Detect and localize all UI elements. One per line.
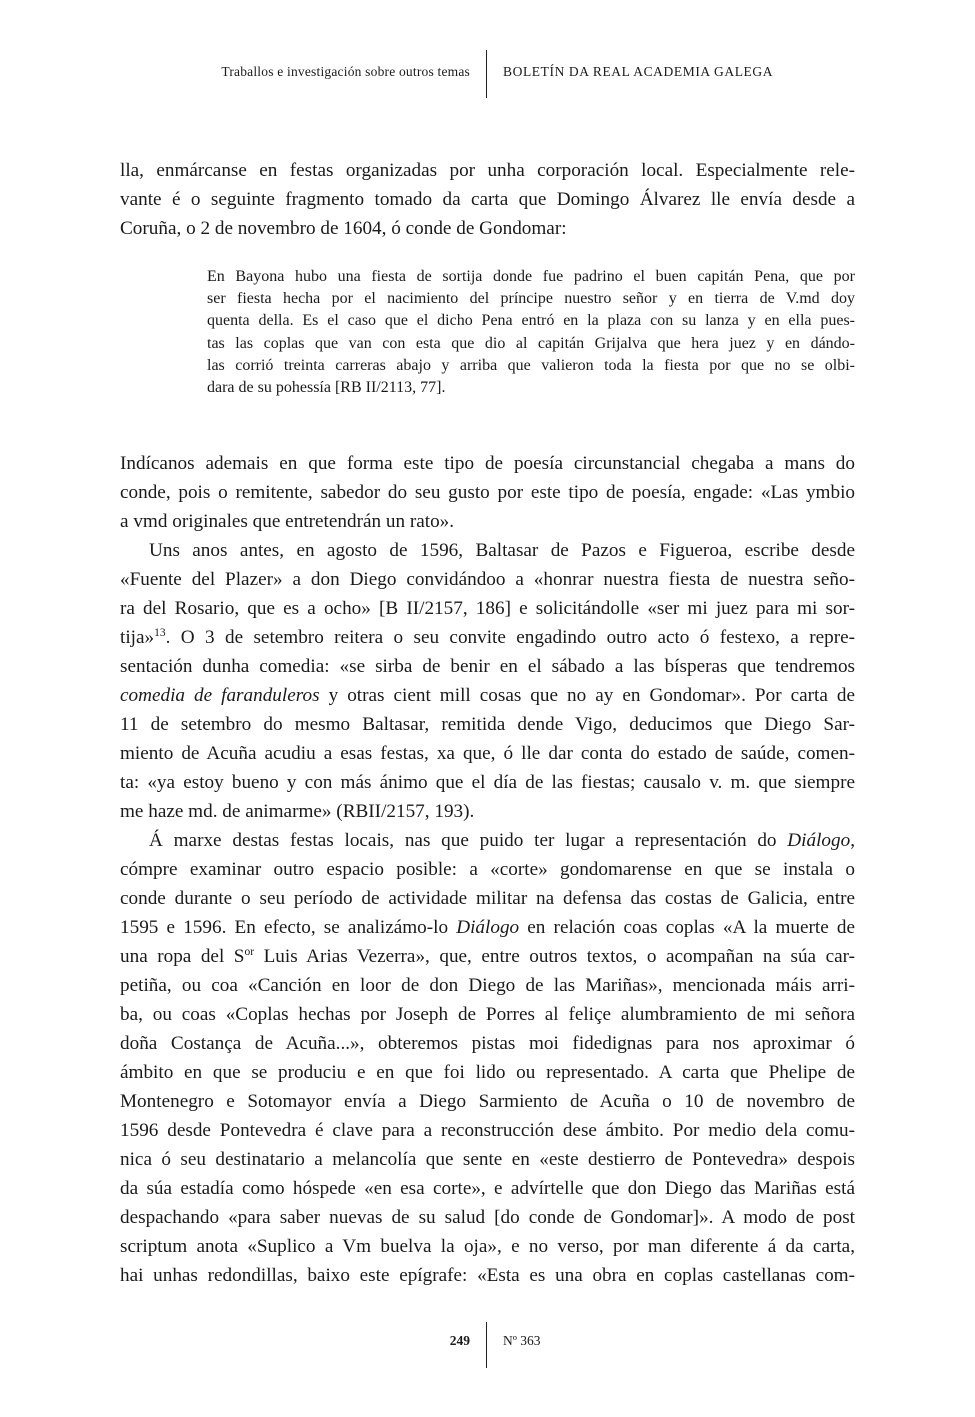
- header-journal-title: BOLETÍN DA REAL ACADEMIA GALEGA: [503, 64, 774, 79]
- text-run: cómpre examinar outro espacio posible: a «corte» gondomarense en que se instala o: [120, 859, 855, 880]
- text-line: [120, 1261, 855, 1290]
- text-run: ta: «ya estoy bueno y con más ánimo que el día de las fiestas; causalo v. m. que siempre: [120, 772, 855, 793]
- text-line: [120, 1087, 855, 1116]
- text-line: [120, 623, 855, 652]
- text-run: las corrió treinta carreras abajo y arriba que valieron toda la fiesta por que no se olbi-: [207, 356, 855, 374]
- superscript: or: [244, 946, 255, 959]
- text-run: petiña, ou coa «Canción en loor de don Diego de las Mariñas», mencionada máis arri-: [120, 975, 855, 996]
- text-run: hai unhas redondillas, baixo este epígrafe: «Esta es una obra en coplas castellanas com-: [120, 1265, 855, 1286]
- text-run: 1595 e 1596. En efecto, se analizámo-lo: [120, 917, 457, 938]
- text-run: ra del Rosario, que es a ocho» [B II/2157, 186] e solicitándolle «ser mi juez para mi sor-: [120, 598, 855, 619]
- text-run: ,: [850, 830, 855, 851]
- text-run: . O 3 de setembro reitera o seu convite engadindo outro acto ó festexo, a repre-: [165, 627, 855, 648]
- text-line: [120, 652, 855, 681]
- text-run: una ropa del S: [120, 946, 245, 967]
- italic-text: Diálogo: [787, 830, 851, 851]
- block-quote: [207, 266, 855, 399]
- text-run: en relación coas coplas «A la muerte de: [519, 917, 855, 938]
- text-line: [120, 942, 855, 971]
- text-line: [207, 333, 855, 355]
- text-line: [120, 507, 855, 536]
- text-line: [120, 1174, 855, 1203]
- text-run: me haze md. de animarme» (RBII/2157, 193).: [120, 801, 475, 822]
- page-number: 249: [449, 1333, 470, 1348]
- text-run: 1596 desde Pontevedra é clave para a reconstrucción dese ámbito. Por medio dela comu-: [120, 1120, 855, 1141]
- text-run: Coruña, o 2 de novembro de 1604, ó conde de Gondomar:: [120, 218, 567, 239]
- text-run: a vmd originales que entretendrán un rato».: [120, 511, 455, 532]
- body-text-main: [120, 449, 855, 1290]
- text-run: conde durante o seu período de actividade militar na defensa das costas de Galicia, entre: [120, 888, 855, 909]
- text-line: [120, 536, 855, 565]
- text-line: [207, 288, 855, 310]
- text-run: conde, pois o remitente, sabedor do seu gusto por este tipo de poesía, engade: «Las ymbio: [120, 482, 855, 503]
- text-line: [120, 1000, 855, 1029]
- text-line: [120, 214, 855, 243]
- text-run: sentación dunha comedia: «se sirba de benir en el sábado a las bísperas que tendremos: [120, 656, 855, 677]
- text-run: ámbito en que se produciu e en que foi lido ou representado. A carta que Phelipe de: [120, 1062, 855, 1083]
- text-line: [120, 1116, 855, 1145]
- text-line: [120, 855, 855, 884]
- text-run: 11 de setembro do mesmo Baltasar, remitida dende Vigo, deducimos que Diego Sar-: [120, 714, 855, 735]
- superscript: 13: [154, 627, 166, 640]
- text-line: [120, 185, 855, 214]
- text-line: [120, 739, 855, 768]
- text-run: Montenegro e Sotomayor envía a Diego Sarmiento de Acuña o 10 de novembro de: [120, 1091, 855, 1112]
- text-run: miento de Acuña acudiu a esas festas, xa que, ó lle dar conta do estado de saúde, comen-: [120, 743, 855, 764]
- italic-text: comedia de faranduleros: [120, 685, 320, 706]
- text-run: nica ó seu destinatario a melancolía que sente en «este destierro de Pontevedra» despois: [120, 1149, 855, 1170]
- text-line: [120, 681, 855, 710]
- text-run: quenta della. Es el caso que el dicho Pena entró en la plaza con su lanza y en ella pues-: [207, 312, 855, 330]
- text-run: tas las coplas que van con esta que dio al capitán Grijalva que hera juez y en dándo-: [207, 334, 855, 352]
- text-run: tija»: [120, 627, 155, 648]
- text-run: ser fiesta hecha por el nacimiento del príncipe nuestro señor y en tierra de V.md doy: [207, 290, 855, 308]
- text-run: Á marxe destas festas locais, nas que puido ter lugar a representación do: [149, 830, 788, 851]
- text-line: [120, 797, 855, 826]
- text-run: En Bayona hubo una fiesta de sortija donde fue padrino el buen capitán Pena, que por: [207, 268, 855, 285]
- text-line: [207, 266, 855, 288]
- text-line: [120, 913, 855, 942]
- text-run: Indícanos ademais en que forma este tipo de poesía circunstancial chegaba a mans do: [120, 453, 855, 474]
- text-line: [120, 1058, 855, 1087]
- text-run: «Fuente del Plazer» a don Diego convidándoo a «honrar nuestra fiesta de nuestra seño-: [120, 569, 855, 590]
- text-line: [120, 768, 855, 797]
- text-line: [120, 971, 855, 1000]
- text-run: vante é o seguinte fragmento tomado da carta que Domingo Álvarez lle envía desde a: [120, 189, 855, 210]
- text-run: doña Costança de Acuña...», obteremos pistas moi fidedignas para nos aproximar ó: [120, 1033, 855, 1054]
- text-run: lla, enmárcanse en festas organizadas por unha corporación local. Especialmente rele-: [120, 160, 855, 181]
- text-run: da súa estadía como hóspede «en esa corte», e advírtelle que don Diego das Mariñas está: [120, 1178, 855, 1199]
- text-line: [207, 310, 855, 332]
- text-line: [120, 710, 855, 739]
- body-text-intro: [120, 156, 855, 243]
- text-run: dara de su pohessía [RB II/2113, 77].: [207, 378, 446, 396]
- text-line: [120, 565, 855, 594]
- text-line: [120, 156, 855, 185]
- text-line: [120, 884, 855, 913]
- text-line: [120, 478, 855, 507]
- text-line: [120, 1145, 855, 1174]
- text-line: [120, 826, 855, 855]
- text-line: [120, 449, 855, 478]
- footer-divider: [486, 1322, 487, 1368]
- text-line: [207, 377, 855, 399]
- header-divider: [486, 50, 487, 98]
- text-run: y otras cient mill cosas que no ay en Gondomar». Por carta de: [319, 685, 855, 706]
- text-run: scriptum anota «Suplico a Vm buelva la oja», e no verso, por man diferente á da carta,: [120, 1236, 855, 1257]
- header-section-title: Traballos e investigación sobre outros temas: [221, 64, 470, 79]
- text-line: [207, 355, 855, 377]
- text-run: Uns anos antes, en agosto de 1596, Baltasar de Pazos e Figueroa, escribe desde: [149, 540, 855, 561]
- text-line: [120, 594, 855, 623]
- text-run: Luis Arias Vezerra», que, entre outros textos, o acompañan na súa car-: [254, 946, 855, 967]
- text-line: [120, 1203, 855, 1232]
- text-run: ba, ou coas «Coplas hechas por Joseph de Porres al feliçe alumbramiento de mi señora: [120, 1004, 855, 1025]
- text-line: [120, 1029, 855, 1058]
- text-run: despachando «para saber nuevas de su salud [do conde de Gondomar]». A modo de post: [120, 1207, 855, 1228]
- text-line: [120, 1232, 855, 1261]
- italic-text: Diálogo: [456, 917, 520, 938]
- issue-number: Nº 363: [503, 1333, 541, 1348]
